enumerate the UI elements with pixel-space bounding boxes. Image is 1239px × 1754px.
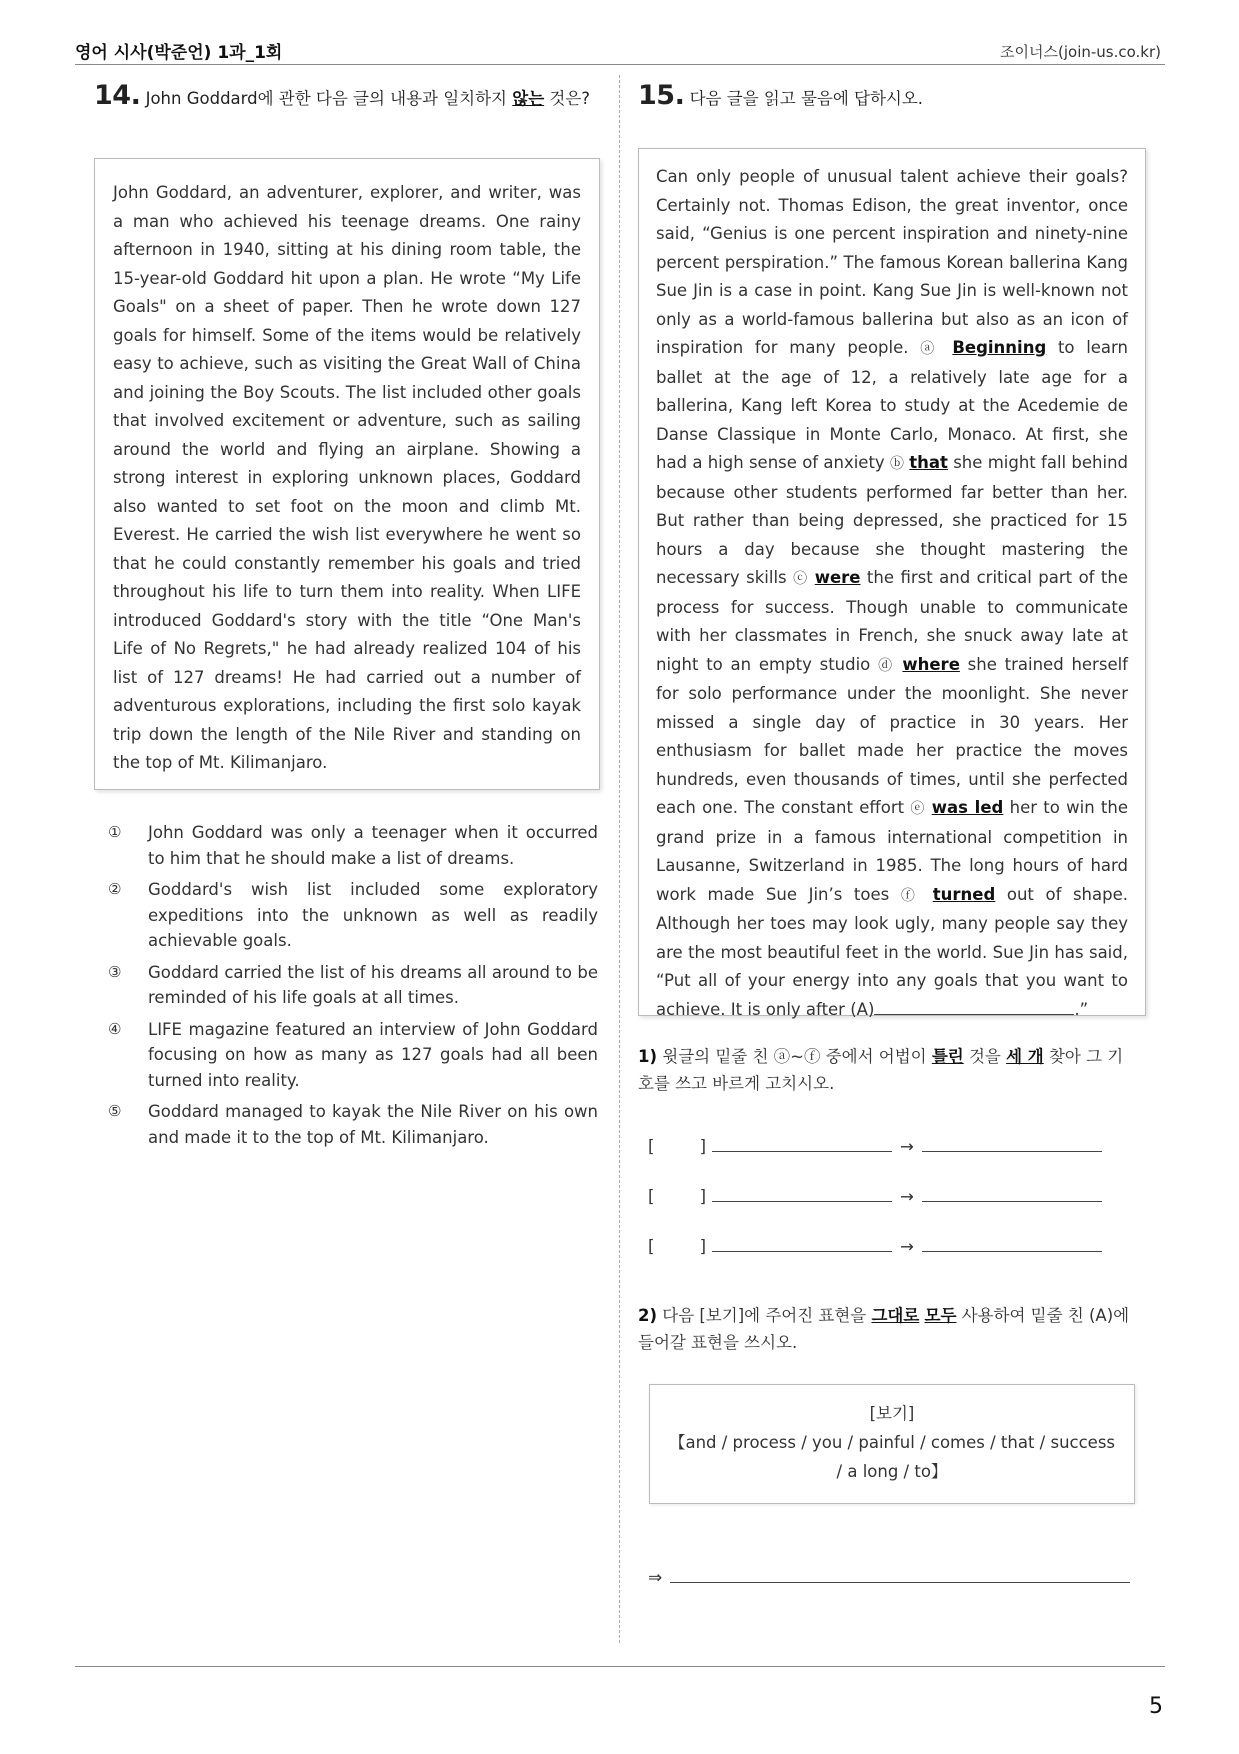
sub1-number: 1) xyxy=(638,1047,658,1066)
arrow-icon: → xyxy=(900,1237,914,1256)
option-number: ① xyxy=(108,823,122,841)
q14-stem-pre: John Goddard에 관한 다음 글의 내용과 일치하지 xyxy=(145,89,513,108)
answer-row xyxy=(648,1137,1102,1156)
option-number: ⑤ xyxy=(108,1102,122,1120)
option-number: ④ xyxy=(108,1019,122,1038)
publisher-site: 조이너스(join-us.co.kr) xyxy=(1000,43,1161,61)
underlined-a: Beginning xyxy=(952,338,1047,357)
option-number: ③ xyxy=(108,962,122,981)
sub1-text: 윗글의 밑줄 친 ⓐ~ⓕ 중에서 어법이 xyxy=(657,1047,932,1066)
answer-row xyxy=(648,1187,1102,1206)
answer-bracket[interactable]: [ ] xyxy=(648,1237,706,1256)
page-number: 5 xyxy=(1149,1694,1163,1719)
q15-number: 15. xyxy=(638,80,685,111)
marker-d: ⓓ xyxy=(878,657,895,674)
q14-option[interactable] xyxy=(108,1099,598,1150)
answer-blank-original[interactable] xyxy=(712,1250,892,1252)
answer-row xyxy=(648,1237,1102,1256)
q14-option[interactable] xyxy=(108,820,598,871)
marker-a: ⓐ xyxy=(920,341,941,357)
answer-blank-correction[interactable] xyxy=(922,1150,1102,1152)
word-bank-line: / a long / to】 xyxy=(836,1462,948,1481)
q14-passage-text: John Goddard, an adventurer, explorer, and writer, was a man who achieved his teenage dreams. One rainy afternoon in 1940, sitting at his dining room table, the 15-year-old Goddard hit upon a plan. He wrote “My Life Goals" on a sheet of paper. Then he wrote down 127 goals for himself. Some of the items would be relatively easy to achieve, such as visiting the Great Wall of China and joining the Boy Scouts. The list included other goals that involved excitement or adventure, such as sailing around the world and flying an airplane. Showing a strong interest in exploring unknown places, Goddard also wanted to set foot on the moon and climb Mt. Everest. He carried the wish list everywhere he went so that he could constantly remember his goals and tried throughout his life to turn them into reality. When LIFE introduced Goddard's story with the title “One Man's Life of No Regrets," he had already realized 104 of his list of 127 dreams! He had carried out a number of adventurous explorations, including the first solo kayak trip down the length of the Nile River and standing on the top of Mt. Kilimanjaro. xyxy=(113,183,581,772)
passage-seg: her to win the grand prize in a famous international competition in Lausanne, Switzerland in 1985. The long hours of hard work made Sue Jin’s toes xyxy=(656,798,1129,904)
sub2-text: 다음 [보기]에 주어진 표현을 xyxy=(657,1306,872,1325)
option-number: ② xyxy=(108,880,122,898)
passage-seg: .” xyxy=(1074,999,1089,1019)
underlined-f: turned xyxy=(932,884,996,904)
passage-seg: Can only people of unusual talent achieve their goals? Certainly not. Thomas Edison, the great inventor, once said, “Genius is one percent inspiration and ninety-nine percent perspiration.” The famous Korean ballerina Kang Sue Jin is a case in point. Kang Sue Jin is well-known not only as a world-famous ballerina but also as an icon of inspiration for many people. xyxy=(656,167,1128,357)
passage-seg: out of shape. Although her toes may look ugly, many people say they are the most beautiful feet in the world. Sue Jin has said, “Put all of your energy into any goals that you want to achieve. It is only after (A) xyxy=(656,884,1128,1019)
answer-blank-original[interactable] xyxy=(712,1150,892,1152)
answer-blank-original[interactable] xyxy=(712,1200,892,1202)
option-text: Goddard carried the list of his dreams all around to be reminded of his life goals at all times. xyxy=(148,962,598,1007)
passage-seg: to learn ballet at the age of 12, a relatively late age for a ballerina, Kang left Korea to study at the Acedemie de Danse Classique in Monte Carlo, Monaco. At first, she had a high sense of anxiety xyxy=(656,338,1128,472)
header-rule xyxy=(75,64,1165,65)
footer-rule xyxy=(75,1666,1165,1667)
q15-stem xyxy=(638,80,1138,111)
underlined-e: was led xyxy=(931,798,1004,817)
q15-sub1-prompt xyxy=(638,1043,1138,1097)
passage-seg: she might fall behind because other students performed far better than her. But rather than being depressed, she practiced for 15 hours a day because she thought mastering the necessary skills xyxy=(656,453,1128,587)
passage-seg: she trained herself for solo performance under the moonlight. She never missed a single day of practice in 30 years. Her enthusiasm for ballet made her practice the moves hundreds, even thousands of times, until she perfected each one. The constant effort xyxy=(656,654,1128,817)
option-text: LIFE magazine featured an interview of John Goddard focusing on how as many as 127 goals had all been turned into reality. xyxy=(148,1019,598,1090)
worksheet-title: 영어 시사(박준언) 1과_1회 xyxy=(75,43,283,63)
q14-option[interactable] xyxy=(108,1017,598,1094)
q14-passage-box xyxy=(94,158,600,790)
option-text: Goddard managed to kayak the Nile River on his own and made it to the top of Mt. Kilimanjaro. xyxy=(148,1102,598,1147)
answer-blank-correction[interactable] xyxy=(922,1250,1102,1252)
final-answer-blank[interactable] xyxy=(670,1581,1130,1583)
blank-A xyxy=(874,1013,1074,1015)
arrow-icon: → xyxy=(900,1137,914,1156)
underlined-c: were xyxy=(814,568,861,587)
answer-bracket[interactable]: [ ] xyxy=(648,1137,706,1156)
q15-sub2-prompt xyxy=(638,1302,1138,1356)
sub1-text: 것을 xyxy=(963,1047,1007,1066)
sub2-number: 2) xyxy=(638,1306,658,1325)
sub2-emphasis-all: 모두 xyxy=(924,1306,957,1325)
q14-options xyxy=(108,820,598,1156)
sub1-emphasis-wrong: 틀린 xyxy=(931,1047,964,1066)
answer-bracket[interactable]: [ ] xyxy=(648,1187,706,1206)
sub1-emphasis-three: 세 개 xyxy=(1006,1047,1044,1066)
column-divider xyxy=(619,75,620,1643)
marker-c: ⓒ xyxy=(793,571,809,587)
q14-stem-emphasis: 않는 xyxy=(512,89,545,108)
q15-passage-box xyxy=(638,148,1146,1019)
answer-arrow-icon: ⇒ xyxy=(648,1568,663,1588)
q14-option[interactable] xyxy=(108,877,598,954)
marker-e: ⓔ xyxy=(910,801,926,817)
q14-stem-post: 것은? xyxy=(544,89,591,108)
word-bank-box xyxy=(649,1384,1135,1504)
passage-seg: the first and critical part of the process for success. Though unable to communicate with her classmates in French, she snuck away late at night to an empty studio xyxy=(656,568,1128,674)
option-text: Goddard's wish list included some exploratory expeditions into the unknown as well as readily achievable goals. xyxy=(148,880,598,950)
q15-stem-text: 다음 글을 읽고 물음에 답하시오. xyxy=(689,89,924,108)
q14-stem xyxy=(94,80,594,111)
marker-f: ⓕ xyxy=(900,887,922,904)
arrow-icon: → xyxy=(900,1187,914,1206)
underlined-b: that xyxy=(909,453,948,472)
word-bank-line: 【and / process / you / painful / comes / that / success xyxy=(668,1433,1116,1452)
sub1-text: 찾아 그 기호를 쓰고 바르게 고치시오. xyxy=(638,1047,1124,1093)
marker-b: ⓑ xyxy=(889,456,904,472)
word-bank-title: [보기] xyxy=(869,1404,915,1423)
sub2-text: 사용하여 밑줄 친 (A)에 들어갈 표현을 쓰시오. xyxy=(638,1306,1130,1352)
sub2-emphasis-as-is: 그대로 xyxy=(871,1306,920,1325)
option-text: John Goddard was only a teenager when it occurred to him that he should make a list of dreams. xyxy=(148,823,598,868)
underlined-d: where xyxy=(902,654,960,674)
q14-option[interactable] xyxy=(108,960,598,1011)
final-answer-row xyxy=(648,1568,1130,1588)
q14-number: 14. xyxy=(94,80,141,111)
answer-blank-correction[interactable] xyxy=(922,1200,1102,1202)
